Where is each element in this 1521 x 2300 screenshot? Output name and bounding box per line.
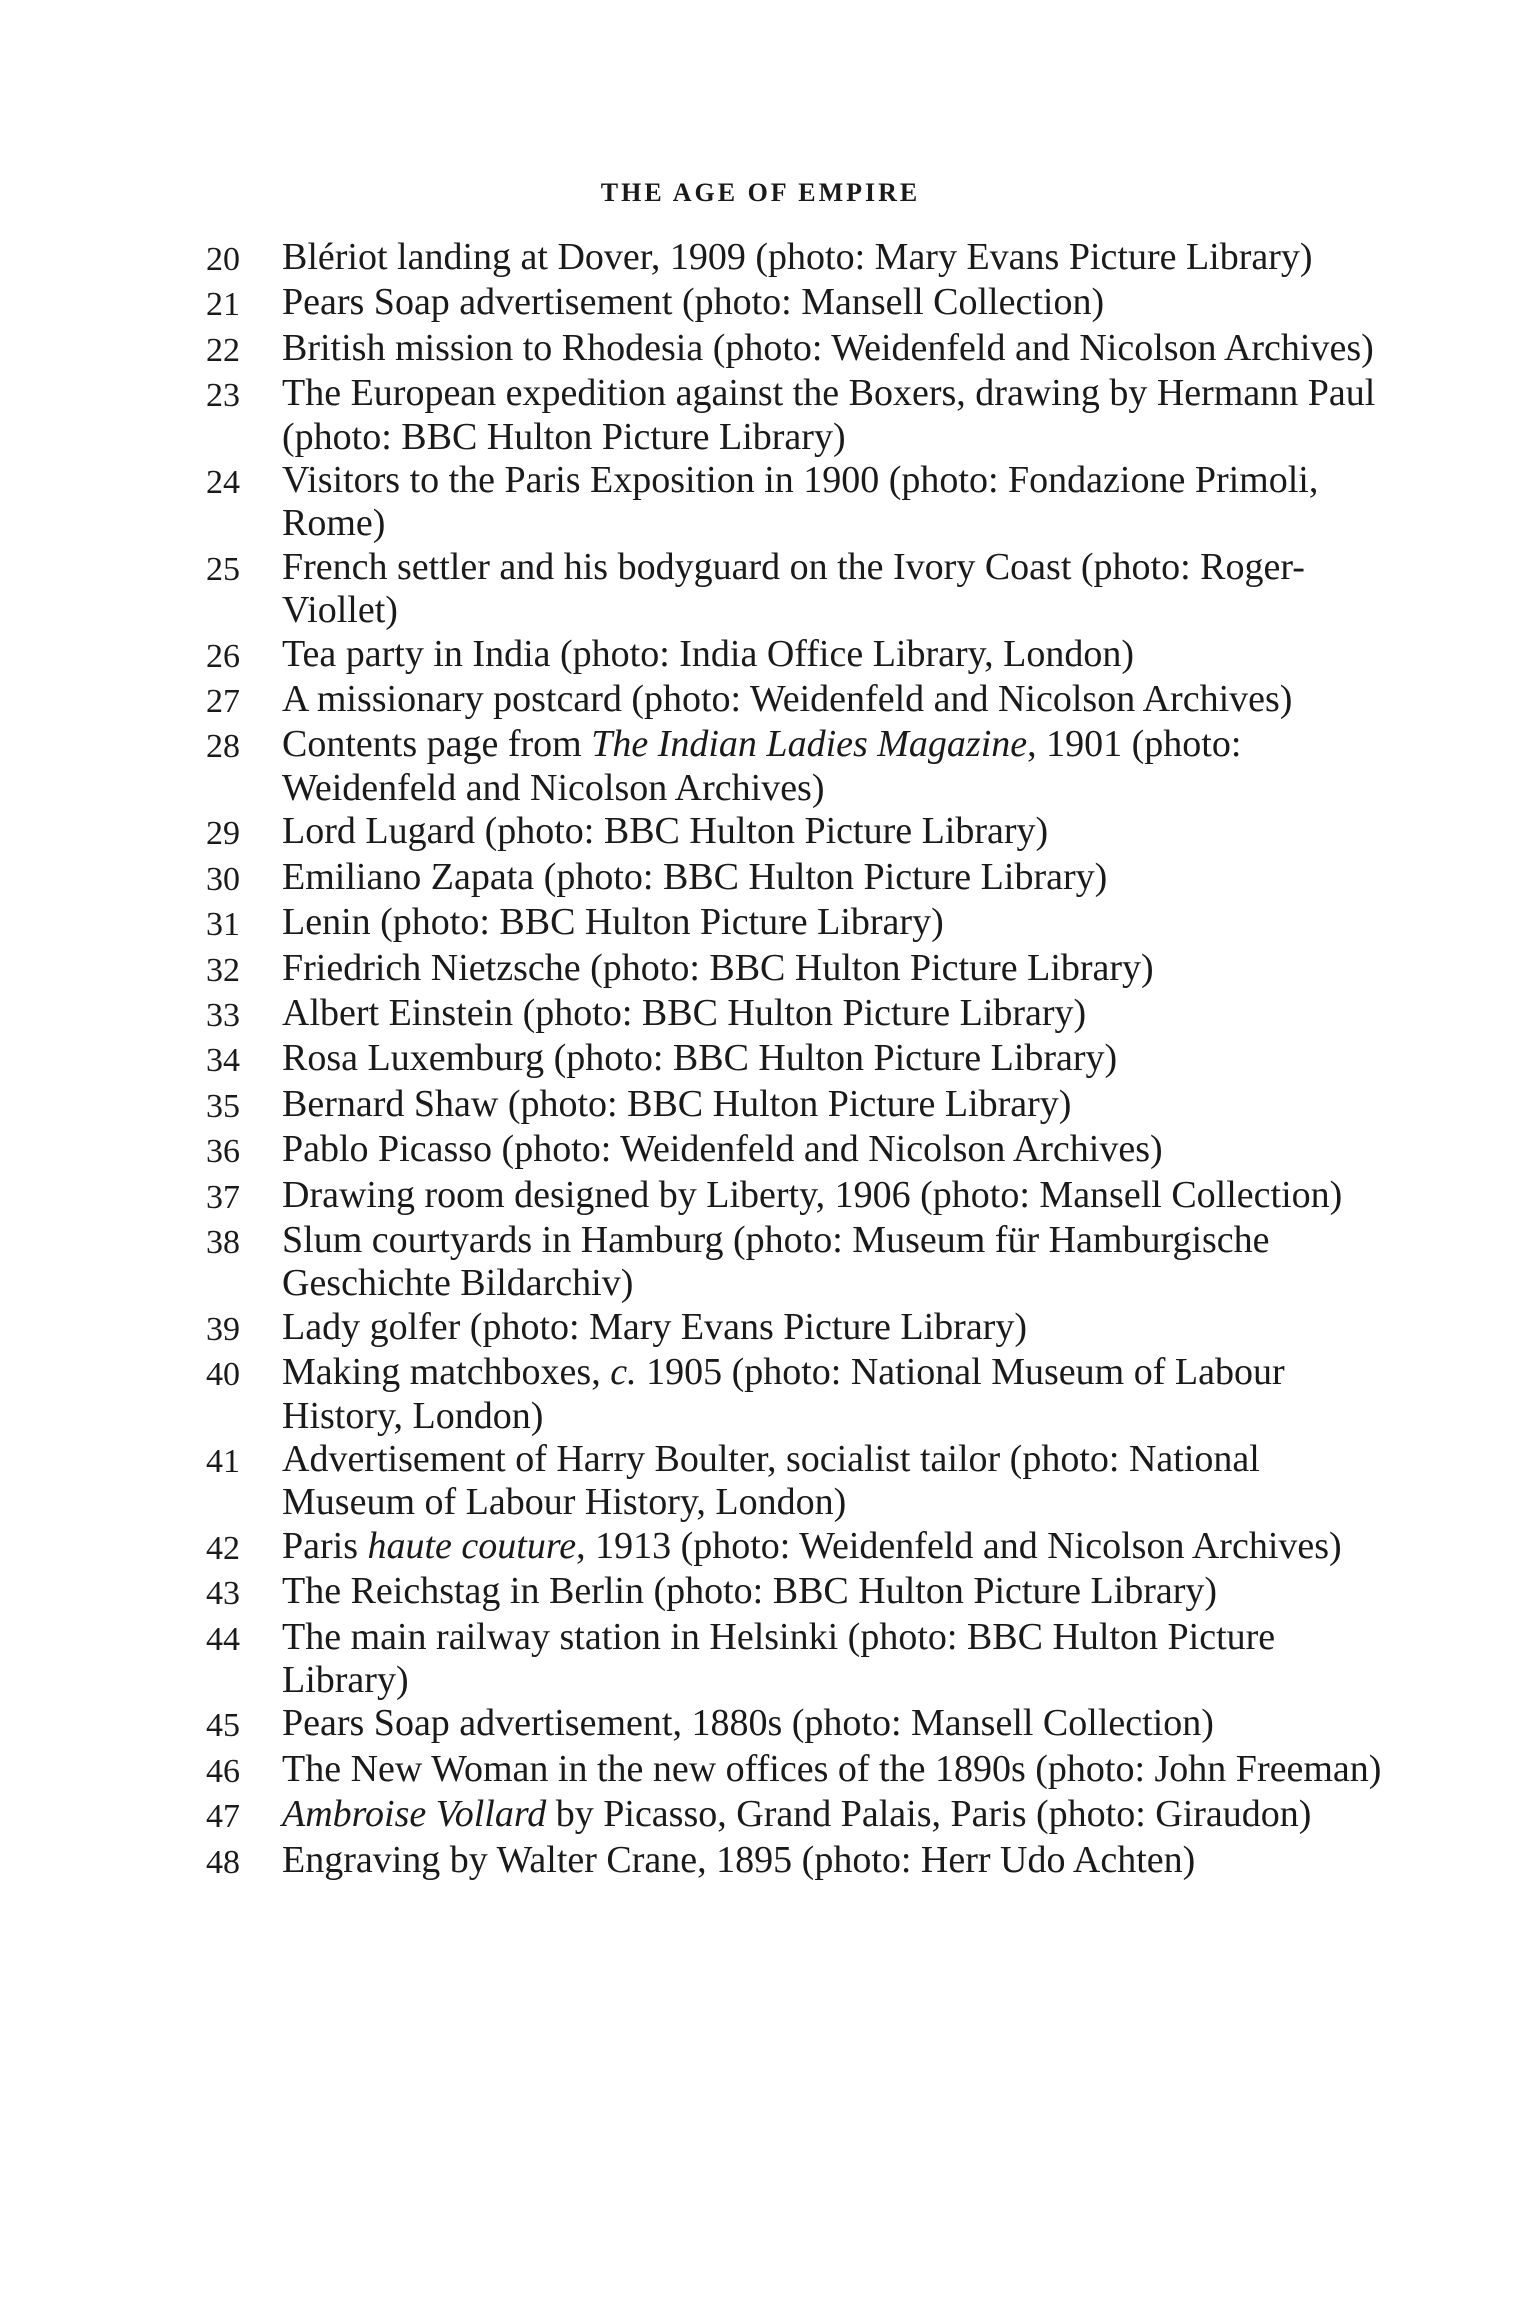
item-caption: Pablo Picasso (photo: Weidenfeld and Nicolson Archives) bbox=[282, 1128, 1163, 1171]
list-item bbox=[206, 1525, 1396, 1570]
item-caption: Pears Soap advertisement (photo: Mansell Collection) bbox=[282, 281, 1105, 324]
list-item bbox=[206, 1037, 1396, 1082]
item-number: 40 bbox=[206, 1356, 240, 1394]
item-caption: The main railway station in Helsinki (photo: BBC Hulton Picture Library) bbox=[282, 1615, 1276, 1701]
item-number: 45 bbox=[206, 1707, 240, 1745]
list-item bbox=[206, 1438, 1396, 1525]
item-number: 23 bbox=[206, 377, 240, 415]
list-item bbox=[206, 1702, 1396, 1747]
list-item bbox=[206, 947, 1396, 992]
item-number: 33 bbox=[206, 996, 240, 1034]
item-caption: Lord Lugard (photo: BBC Hulton Picture Library) bbox=[282, 810, 1049, 853]
item-number: 24 bbox=[206, 464, 240, 502]
item-caption: Engraving by Walter Crane, 1895 (photo: Herr Udo Achten) bbox=[282, 1838, 1196, 1881]
item-number: 44 bbox=[206, 1620, 240, 1658]
running-head: THE AGE OF EMPIRE bbox=[600, 178, 921, 207]
illustration-list bbox=[206, 236, 1396, 1884]
item-caption bbox=[282, 1793, 1396, 1836]
list-item bbox=[206, 1793, 1396, 1838]
item-caption: Tea party in India (photo: India Office Library, London) bbox=[282, 632, 1135, 675]
caption-italic-phrase: haute couture bbox=[367, 1524, 577, 1567]
list-item bbox=[206, 546, 1396, 633]
item-number: 26 bbox=[206, 637, 240, 675]
item-caption: Pears Soap advertisement, 1880s (photo: Mansell Collection) bbox=[282, 1702, 1214, 1745]
caption-text: 1905 (photo: National Museum of Labour History, London) bbox=[282, 1351, 1285, 1437]
item-caption: British mission to Rhodesia (photo: Weidenfeld and Nicolson Archives) bbox=[282, 326, 1374, 369]
item-number: 22 bbox=[206, 331, 240, 369]
caption-text: , 1901 (photo: Weidenfeld and Nicolson Archives) bbox=[282, 723, 1242, 809]
list-item bbox=[206, 633, 1396, 678]
list-item bbox=[206, 1616, 1396, 1703]
item-caption: Bernard Shaw (photo: BBC Hulton Picture Library) bbox=[282, 1082, 1072, 1125]
item-caption: Lenin (photo: BBC Hulton Picture Library) bbox=[282, 901, 944, 944]
item-caption bbox=[282, 1351, 1396, 1438]
caption-text: by Picasso, Grand Palais, Paris (photo: Giraudon) bbox=[546, 1793, 1312, 1836]
list-item bbox=[206, 856, 1396, 901]
item-number: 21 bbox=[206, 286, 240, 324]
item-caption: Advertisement of Harry Boulter, socialist tailor (photo: National Museum of Labour History, London) bbox=[282, 1437, 1260, 1524]
list-item bbox=[206, 1083, 1396, 1128]
item-number: 28 bbox=[206, 728, 240, 766]
item-caption: Slum courtyards in Hamburg (photo: Museum für Hamburgische Geschichte Bildarchiv) bbox=[282, 1218, 1270, 1305]
caption-italic-abbrev: c. bbox=[610, 1351, 637, 1394]
item-number: 37 bbox=[206, 1178, 240, 1216]
list-item bbox=[206, 1839, 1396, 1884]
list-item bbox=[206, 678, 1396, 723]
list-item bbox=[206, 372, 1396, 459]
item-caption: The Reichstag in Berlin (photo: BBC Hulton Picture Library) bbox=[282, 1570, 1218, 1613]
item-caption: Rosa Luxemburg (photo: BBC Hulton Picture Library) bbox=[282, 1037, 1118, 1080]
item-number: 39 bbox=[206, 1310, 240, 1348]
item-number: 46 bbox=[206, 1752, 240, 1790]
list-item bbox=[206, 901, 1396, 946]
item-number: 25 bbox=[206, 550, 240, 588]
item-number: 29 bbox=[206, 815, 240, 853]
item-number: 48 bbox=[206, 1843, 240, 1881]
item-caption: Drawing room designed by Liberty, 1906 (photo: Mansell Collection) bbox=[282, 1173, 1343, 1216]
list-item bbox=[206, 1174, 1396, 1219]
item-number: 20 bbox=[206, 241, 240, 278]
list-item bbox=[206, 281, 1396, 326]
caption-text: Paris bbox=[282, 1524, 368, 1567]
item-caption bbox=[282, 1525, 1396, 1568]
item-caption: Lady golfer (photo: Mary Evans Picture Library) bbox=[282, 1305, 1027, 1348]
item-caption: A missionary postcard (photo: Weidenfeld and Nicolson Archives) bbox=[282, 678, 1293, 721]
item-caption: Albert Einstein (photo: BBC Hulton Picture Library) bbox=[282, 991, 1087, 1034]
caption-text: Contents page from bbox=[282, 723, 592, 766]
item-number: 27 bbox=[206, 683, 240, 721]
list-item bbox=[206, 327, 1396, 372]
item-number: 32 bbox=[206, 951, 240, 989]
caption-italic-title: The Indian Ladies Magazine bbox=[591, 723, 1028, 766]
list-item bbox=[206, 1306, 1396, 1351]
list-item bbox=[206, 810, 1396, 855]
item-number: 35 bbox=[206, 1087, 240, 1125]
list-item bbox=[206, 1219, 1396, 1306]
item-caption: Friedrich Nietzsche (photo: BBC Hulton Picture Library) bbox=[282, 946, 1154, 989]
item-number: 34 bbox=[206, 1042, 240, 1080]
list-item bbox=[206, 1748, 1396, 1793]
item-number: 41 bbox=[206, 1442, 240, 1480]
item-number: 42 bbox=[206, 1529, 240, 1567]
list-item bbox=[206, 992, 1396, 1037]
caption-text: Making matchboxes, bbox=[282, 1351, 611, 1394]
item-number: 30 bbox=[206, 860, 240, 898]
list-item bbox=[206, 723, 1396, 810]
item-number: 38 bbox=[206, 1223, 240, 1261]
item-number: 31 bbox=[206, 906, 240, 944]
item-caption bbox=[282, 723, 1396, 810]
item-caption: French settler and his bodyguard on the Ivory Coast (photo: Roger-Viollet) bbox=[282, 545, 1305, 632]
list-item bbox=[206, 1351, 1396, 1438]
item-number: 36 bbox=[206, 1133, 240, 1171]
caption-italic-title: Ambroise Vollard bbox=[282, 1793, 547, 1836]
caption-text: , 1913 (photo: Weidenfeld and Nicolson Archives) bbox=[576, 1524, 1342, 1567]
item-caption: Emiliano Zapata (photo: BBC Hulton Picture Library) bbox=[282, 855, 1108, 898]
item-caption: Visitors to the Paris Exposition in 1900 (photo: Fondazione Primoli, Rome) bbox=[282, 459, 1319, 545]
list-item bbox=[206, 459, 1396, 546]
item-number: 43 bbox=[206, 1575, 240, 1613]
list-item bbox=[206, 1128, 1396, 1173]
list-item bbox=[206, 1570, 1396, 1615]
item-caption: The New Woman in the new offices of the 1890s (photo: John Freeman) bbox=[282, 1747, 1382, 1790]
item-number: 47 bbox=[206, 1798, 240, 1836]
list-item bbox=[206, 236, 1396, 281]
item-caption: The European expedition against the Boxers, drawing by Hermann Paul (photo: BBC Hulton Picture Library) bbox=[282, 372, 1376, 458]
item-caption: Blériot landing at Dover, 1909 (photo: Mary Evans Picture Library) bbox=[282, 236, 1313, 278]
